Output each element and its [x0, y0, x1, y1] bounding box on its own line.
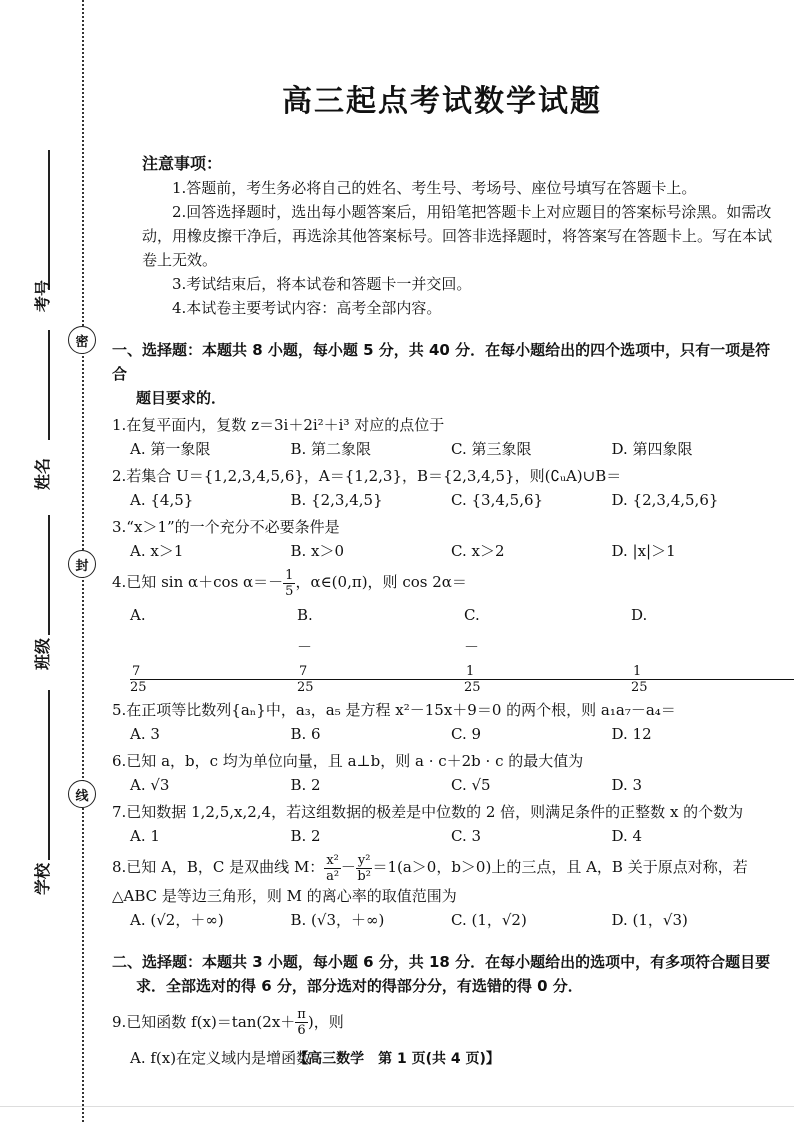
option-c: C. √5	[451, 776, 491, 794]
notice-item: 2.回答选择题时，选出每小题答案后，用铅笔把答题卡上对应题目的答案标号涂黑。如需改动，用橡皮擦干净后，再选涂其他答案标号。回答非选择题时，将答案写在答题卡上。写在本试卷上无效。	[142, 203, 773, 269]
question-6	[112, 749, 772, 797]
option-a: A. 1	[130, 827, 160, 845]
fraction	[295, 1007, 308, 1038]
options-row	[112, 722, 772, 746]
option-c: C. x＞2	[451, 542, 505, 560]
fraction-denominator: 5	[285, 583, 294, 599]
option-b: B. 6	[290, 725, 321, 743]
question-text-pre: 4.已知 sin α＋cos α＝－	[112, 573, 284, 591]
option-a: A. x＞1	[130, 542, 184, 560]
option-sign: －	[464, 637, 480, 656]
fraction	[297, 664, 464, 695]
option-a: A. 3	[130, 725, 160, 743]
option-label: A.	[130, 605, 146, 624]
option-b: B. {2,3,4,5}	[290, 491, 383, 509]
fraction-numerator: 7	[297, 664, 468, 680]
fraction	[130, 664, 297, 695]
option-a: A. 第一象限	[130, 440, 211, 458]
school-label: 学校	[33, 862, 52, 895]
fraction-denominator: 25	[297, 680, 314, 695]
options-row	[112, 773, 772, 797]
section-heading-cont: 题目要求的．	[136, 389, 227, 407]
option-label: B.	[297, 605, 313, 624]
option-c: C. {3,4,5,6}	[451, 491, 544, 509]
option-b: B. (√3，＋∞)	[290, 910, 385, 929]
option-a	[130, 599, 297, 696]
option-c: C. 3	[451, 827, 482, 845]
fraction-denominator: b²	[357, 868, 371, 884]
section-heading-1	[112, 338, 772, 410]
class-line	[48, 515, 50, 635]
fraction	[324, 853, 341, 884]
fraction	[283, 568, 295, 599]
name-line	[48, 330, 50, 440]
fraction-denominator: 25	[631, 680, 648, 695]
fraction-denominator: 25	[130, 680, 147, 695]
fraction-denominator: a²	[326, 868, 340, 884]
option-d: D. 3	[611, 776, 643, 794]
section-heading-text: 一、选择题：本题共 8 小题，每小题 5 分，共 40 分．在每小题给出的四个选项中，只有一项是符合	[112, 341, 771, 383]
options-row	[112, 539, 772, 563]
fraction-numerator: 1	[285, 567, 294, 583]
option-sign: －	[297, 637, 313, 656]
fraction	[356, 853, 373, 884]
name-label: 姓名	[33, 457, 52, 490]
question-text-cont: △ABC 是等边三角形，则 M 的离心率的取值范围为	[112, 886, 457, 905]
question-text	[112, 851, 772, 884]
option-d: D. 12	[611, 725, 652, 743]
options-row	[112, 824, 772, 848]
question-text: 5.在正项等比数列{aₙ}中，a₃，a₅ 是方程 x²－15x＋9＝0 的两个根，则 a₁a₇－a₄＝	[112, 701, 676, 719]
option-d: D. {2,3,4,5,6}	[611, 491, 719, 509]
fraction	[631, 664, 794, 695]
option-c: C. 第三象限	[451, 440, 532, 458]
option-label: D.	[631, 605, 648, 624]
notice-item: 3.考试结束后，将本试卷和答题卡一并交回。	[172, 275, 472, 293]
options-row	[112, 599, 772, 696]
option-d: D. 4	[611, 827, 643, 845]
fraction-numerator: 1	[631, 664, 794, 680]
question-1	[112, 413, 772, 461]
question-text: 3.“x＞1”的一个充分不必要条件是	[112, 518, 340, 536]
exam-page	[112, 76, 772, 1070]
option-b: B. 2	[290, 776, 321, 794]
notice-item: 1.答题前，考生务必将自己的姓名、考生号、考场号、座位号填写在答题卡上。	[172, 179, 697, 197]
option-c: C. (1，√2)	[451, 910, 527, 929]
seal-feng: 封	[68, 550, 96, 578]
option-b: B. x＞0	[290, 542, 345, 560]
fraction-denominator: 6	[297, 1023, 306, 1038]
fraction-numerator: 7	[130, 664, 301, 680]
question-text-post: ＝1(a＞0，b＞0)上的三点，且 A，B 关于原点对称，若	[372, 858, 748, 876]
fraction-denominator: 25	[464, 680, 481, 695]
seal-xian: 线	[68, 780, 96, 808]
page-title: 高三起点考试数学试题	[282, 84, 602, 119]
bottom-rule	[0, 1106, 794, 1107]
question-text-post: )，则	[307, 1012, 344, 1031]
question-7	[112, 800, 772, 848]
options-row	[112, 437, 772, 461]
question-text: 7.已知数据 1,2,5,x,2,4，若这组数据的极差是中位数的 2 倍，则满足条件的正整数 x 的个数为	[112, 803, 744, 821]
option-d: D. 第四象限	[611, 440, 693, 458]
option-c	[464, 599, 631, 696]
school-line	[48, 690, 50, 860]
exam-number-line	[48, 150, 50, 290]
fraction	[464, 664, 631, 695]
notice-block	[112, 152, 772, 320]
binding-margin	[0, 0, 110, 1122]
option-label: C.	[464, 605, 480, 624]
question-text-mid: －	[340, 858, 356, 876]
option-a: A. {4,5}	[130, 491, 194, 509]
option-b	[297, 599, 464, 696]
question-text-pre: 9.已知函数 f(x)＝tan(2x＋	[112, 1012, 296, 1031]
fraction-numerator: x²	[326, 852, 339, 868]
options-row	[112, 488, 772, 512]
section-heading-2	[112, 950, 772, 998]
option-b: B. 2	[290, 827, 321, 845]
question-text	[112, 566, 772, 599]
question-text: 6.已知 a，b，c 均为单位向量，且 a⊥b，则 a · c＋2b · c 的最大值为	[112, 752, 584, 770]
option-d: D. (1，√3)	[611, 910, 688, 929]
question-5	[112, 698, 772, 746]
question-text-post: ，α∈(0,π)，则 cos 2α＝	[295, 573, 467, 591]
question-2	[112, 464, 772, 512]
question-text	[112, 1006, 772, 1039]
section-heading-cont: 求．全部选对的得 6 分，部分选对的得部分分，有选错的得 0 分．	[136, 976, 583, 995]
notice-item: 4.本试卷主要考试内容：高考全部内容。	[172, 299, 442, 317]
options-row	[112, 908, 772, 932]
fraction-numerator: 1	[464, 664, 635, 680]
option-a: A. (√2，＋∞)	[130, 910, 224, 929]
question-3	[112, 515, 772, 563]
notice-title: 注意事项：	[142, 154, 223, 173]
option-d: D. |x|＞1	[611, 542, 676, 560]
question-8	[112, 851, 772, 932]
option-b: B. 第二象限	[290, 440, 372, 458]
option-a: A. √3	[130, 776, 170, 794]
option-a: A. f(x)在定义域内是增函数	[130, 1049, 312, 1067]
question-text-pre: 8.已知 A，B，C 是双曲线 M：	[112, 858, 325, 876]
class-label: 班级	[33, 637, 52, 670]
section-heading-text: 二、选择题：本题共 3 小题，每小题 6 分，共 18 分．在每小题给出的选项中，有多项符合题目要	[112, 952, 771, 971]
question-text: 2.若集合 U＝{1,2,3,4,5,6}，A＝{1,2,3}，B＝{2,3,4,5}，则(∁ᵤA)∪B＝	[112, 467, 622, 485]
option-c: C. 9	[451, 725, 482, 743]
seal-mi: 密	[68, 326, 96, 354]
question-4	[112, 566, 772, 695]
page-footer: 【高三数学 第 1 页(共 4 页)】	[294, 1051, 500, 1067]
exam-number-label: 考号	[33, 279, 52, 312]
option-d	[631, 599, 794, 696]
fraction-numerator: y²	[357, 852, 371, 868]
question-text: 1.在复平面内，复数 z＝3i＋2i²＋i³ 对应的点位于	[112, 416, 445, 434]
fraction-numerator: π	[297, 1007, 306, 1022]
